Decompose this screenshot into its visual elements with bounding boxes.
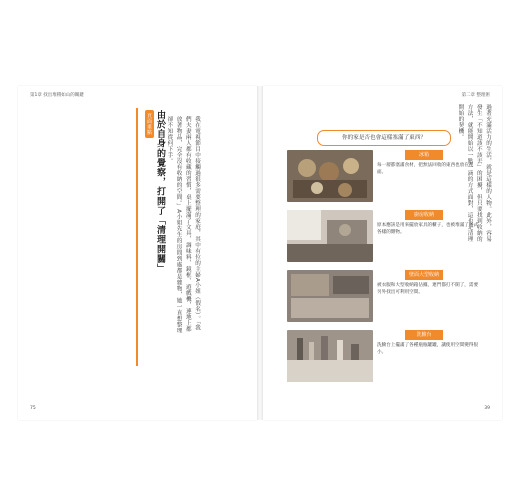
left-running-head: 第1章 找出堆積如山的關鍵 bbox=[30, 93, 84, 98]
item-caption-box bbox=[377, 342, 479, 382]
right-folio: 39 bbox=[484, 406, 490, 411]
clutter-panel bbox=[287, 130, 479, 430]
item-row bbox=[287, 150, 479, 202]
item-row bbox=[287, 330, 479, 382]
item-tag: 廚房收納 bbox=[405, 210, 443, 220]
panel-title: 你的家是否也會這樣塞滿了東西？ bbox=[317, 130, 451, 146]
item-row bbox=[287, 270, 479, 322]
left-body-text: 我在電視節目中接觸過很多需要整理的家庭，其中有位的主婦A小姐（假名）。「我們夫妻兩人都有收藏的習慣，桌上擺滿了文具、調味料、鏡框、遊戲機，連地上都放著物品，完全沒有收納的空間。」A小姐先生的房間到處都是雜物，她一直想整理卻不知從何下手。 bbox=[166, 116, 200, 334]
item-tag: 壁面大型收納 bbox=[405, 270, 443, 280]
right-page bbox=[263, 86, 502, 420]
item-caption-box bbox=[377, 162, 479, 202]
closet-photo bbox=[287, 270, 373, 322]
chapter-tag: 頁面重點 bbox=[145, 110, 154, 138]
item-caption: 洗臉台上擺滿了各種瓶瓶罐罐，讓使用空間變得很小。 bbox=[377, 343, 479, 355]
washbasin-photo bbox=[287, 330, 373, 382]
item-caption: 每一層都塞滿食材，把無法回收的東西也放在裡面。 bbox=[377, 163, 474, 175]
item-tag: 冰箱 bbox=[405, 150, 443, 160]
kitchen-photo bbox=[287, 210, 373, 262]
right-body-text: 過著充滿活力的生活，就是這樣的人物。此外，容易發生「不知道該不該丟」的困擾，但只要找到收納的方法，就能開始以一點一滴的方式面對，這也是清理開始的契機。 bbox=[457, 104, 491, 242]
item-caption-box bbox=[377, 222, 479, 262]
fridge-photo bbox=[287, 150, 373, 202]
item-row bbox=[287, 210, 479, 262]
right-running-head: 第二章 整理術 bbox=[461, 93, 490, 98]
item-tag: 洗臉台 bbox=[405, 330, 443, 340]
item-caption: 被衣服和大型收納箱佔據，連門都打不開了，需要另外找出可利用空間。 bbox=[377, 283, 479, 295]
item-caption: 原本應該是用來擺放家具的櫃子，也被堆滿了各式各樣的雜物。 bbox=[377, 223, 479, 235]
section-heading: 由於自身的覺察，打開了「清理開關」 bbox=[155, 110, 165, 274]
item-caption-box bbox=[377, 282, 479, 322]
left-folio: 75 bbox=[30, 406, 36, 411]
left-page bbox=[18, 86, 257, 420]
